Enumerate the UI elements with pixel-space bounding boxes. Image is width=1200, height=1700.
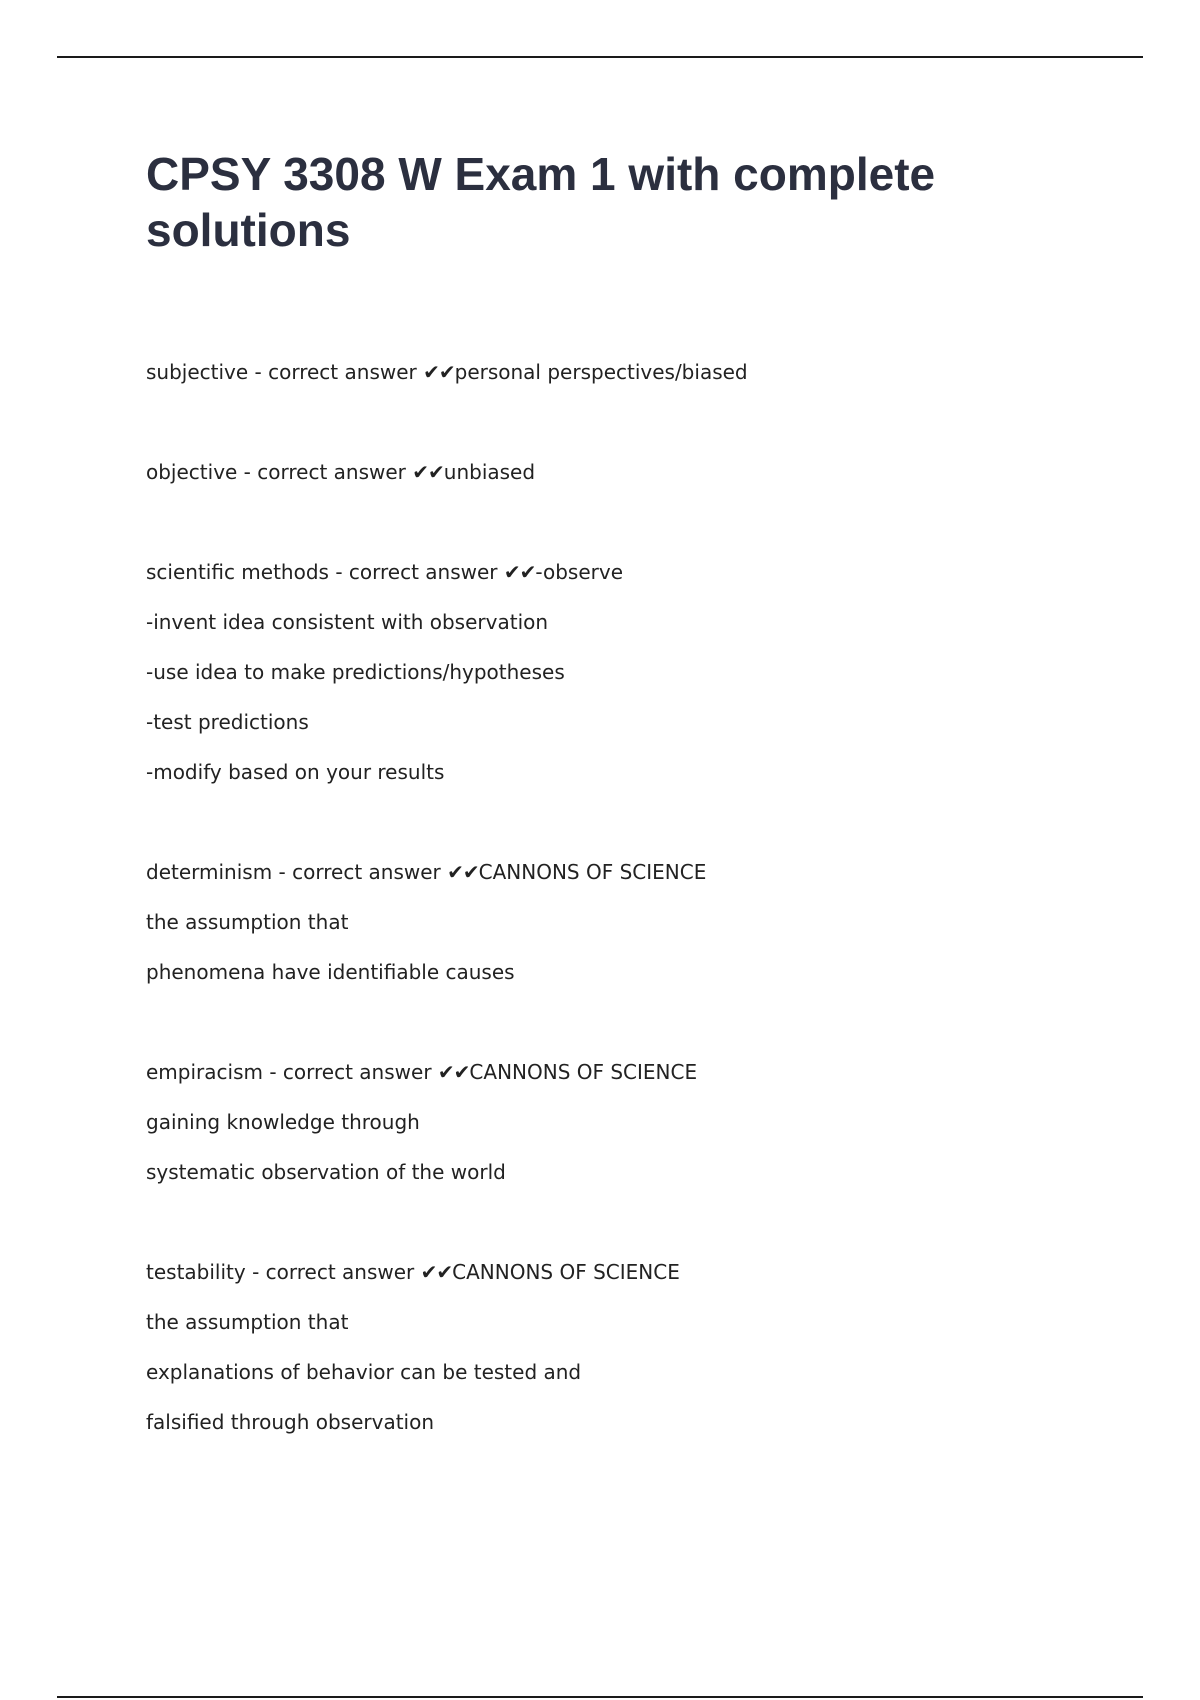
flashcard-list xyxy=(146,355,1106,1505)
answer-line: CANNONS OF SCIENCE xyxy=(478,860,707,884)
separator: - correct answer xyxy=(245,1260,421,1284)
answer-line: personal perspectives/biased xyxy=(454,360,748,384)
answer-line: -use idea to make predictions/hypotheses xyxy=(146,660,565,684)
answer-line: gaining knowledge through xyxy=(146,1110,420,1134)
answer-line: phenomena have identifiable causes xyxy=(146,960,515,984)
flashcard-entry xyxy=(146,855,1106,1005)
check-mark-icon: ✔✔ xyxy=(423,360,455,384)
flashcard-entry xyxy=(146,1055,1106,1205)
answer-line: -observe xyxy=(535,560,624,584)
entry-first-line xyxy=(146,555,1106,605)
answer-line: the assumption that xyxy=(146,910,349,934)
answer-line: CANNONS OF SCIENCE xyxy=(452,1260,680,1284)
page-title: CPSY 3308 W Exam 1 with complete solutions xyxy=(146,148,936,256)
answer-line: explanations of behavior can be tested and xyxy=(146,1360,582,1384)
entry-first-line xyxy=(146,1055,1106,1105)
separator: - correct answer xyxy=(248,360,424,384)
term: determinism xyxy=(146,860,273,884)
separator: - correct answer xyxy=(262,1060,438,1084)
flashcard-entry xyxy=(146,355,1106,405)
separator: - correct answer xyxy=(237,460,413,484)
check-mark-icon: ✔✔ xyxy=(412,460,444,484)
term: subjective xyxy=(146,360,249,384)
entry-first-line xyxy=(146,1255,1106,1305)
entry-first-line xyxy=(146,455,1106,505)
answer-line: -invent idea consistent with observation xyxy=(146,610,549,634)
answer-line: -test predictions xyxy=(146,710,309,734)
check-mark-icon: ✔✔ xyxy=(437,1060,470,1084)
answer-line: the assumption that xyxy=(146,1310,349,1334)
flashcard-entry xyxy=(146,455,1106,505)
check-mark-icon: ✔✔ xyxy=(420,1260,453,1284)
top-rule xyxy=(57,56,1143,58)
answer-line: unbiased xyxy=(443,460,536,484)
bottom-rule xyxy=(57,1696,1143,1698)
check-mark-icon: ✔✔ xyxy=(447,860,479,884)
term: objective xyxy=(146,460,238,484)
answer-line: -modify based on your results xyxy=(146,760,445,784)
term: empiracism xyxy=(146,1060,263,1084)
entry-first-line xyxy=(146,855,1106,905)
separator: - correct answer xyxy=(272,860,448,884)
flashcard-entry xyxy=(146,555,1106,805)
term: scientific methods xyxy=(146,560,329,584)
answer-line: falsified through observation xyxy=(146,1410,435,1434)
check-mark-icon: ✔✔ xyxy=(503,560,536,584)
entry-first-line xyxy=(146,355,1106,405)
flashcard-entry xyxy=(146,1255,1106,1455)
answer-line: systematic observation of the world xyxy=(146,1160,506,1184)
answer-line: CANNONS OF SCIENCE xyxy=(469,1060,698,1084)
separator: - correct answer xyxy=(328,560,504,584)
term: testability xyxy=(146,1260,246,1284)
